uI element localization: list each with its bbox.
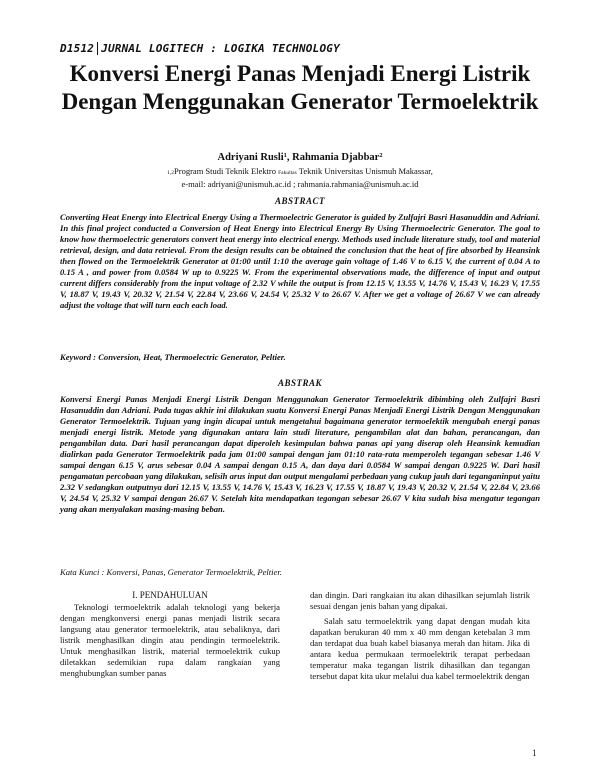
right-paragraph-2: Salah satu termoelektrik yang dapat dengan mudah kita dapatkan berukuran 40 mm x 40 mm dengan ketebalan 3 mm dan terdapat dua buah kabel biasanya merah dan hitam. Jika di antara kedua permukaan termoelektrik terapat perbedaan temperatur maka tegangan listrik dihasilkan dan tegangan tersebut dapat kita ukur melalui dua kabel termoelektrik dengan [310, 616, 530, 681]
affiliation-line1a: Program Studi Teknik Elektro [174, 166, 276, 176]
journal-name: JURNAL LOGITECH : LOGIKA TECHNOLOGY [101, 42, 340, 55]
abstract-keywords: Keyword : Conversion, Heat, Thermoelectric Generator, Peltier. [60, 352, 286, 362]
page-number: 1 [532, 748, 537, 758]
paper-title: Konversi Energi Panas Menjadi Energi Listrik Dengan Menggunakan Generator Termoelektrik [61, 61, 539, 114]
header-separator [97, 42, 98, 55]
paper-authors: Adriyani Rusli¹, Rahmania Djabbar² [217, 152, 383, 163]
right-paragraph-1: dan dingin. Dari rangkaian itu akan dihasilkan sejumlah listrik sesuai dengan jenis bahan yang dipakai. [310, 590, 530, 611]
abstrak-heading: ABSTRAK [277, 378, 323, 388]
journal-code: D1512 [60, 42, 95, 55]
abstrak-keywords: Kata Kunci : Konversi, Panas, Generator Termoelektrik, Peltier. [60, 567, 282, 577]
body-right-column [310, 590, 530, 682]
affiliation-line1b: Teknik Universitas Unismuh Makassar, [298, 166, 433, 176]
affiliation [0, 166, 600, 190]
intro-paragraph: Teknologi termoelektrik adalah teknologi yang bekerja dengan mengkonversi energi panas menjadi listrik secara langsung atau generator termoelektrik, atau sebaliknya, dari listrik menghasilkan dingin atau pendingin termoelektrik. Untuk menghasilkan listrik, material termoelektrik cukup diletakkan sedemikian rupa dalam rangkaian yang menghubungkan sumber panas [60, 602, 280, 678]
abstract-heading: ABSTRACT [274, 196, 325, 206]
affiliation-small: Fakultas [278, 170, 297, 176]
affiliation-prefix: 1,2 [167, 170, 175, 176]
abstrak-text: Konversi Energi Panas Menjadi Energi Listrik Dengan Menggunakan Generator Termoelektrik dibimbing oleh Zulfajri Basri Hasanuddin dan Adriani. Pada tugas akhir ini dilakukan suatu Konversi Energi Panas Menjadi Energi Listrik Dengan Menggunakan Generator Termoelektrik. Tujuan yang ingin dicapai untuk mengetahui bagaimana generator termoelektik mengubah energi panas menjadi energi listrik. Metode yang digunakan antara lain studi literature, pengambilan alat dan bahan, perancangan, dan pengambilan data. Dari hasil perancangan dapat diperoleh kesimpulan bahwa panas api yang diserap oleh Heansink kemudian dialirkan pada Generator Termoelektrik pada jam 01:00 sampai dengan jam 01:10 rata-rata memperoleh tegangan sebesar 1.46 V sampai dengan 6.15 V, arus sebesar 0.04 A sampai dengan 0.15 A, dan daya dari 0.0584 W sampai dengan 0.9225 W. Dari hasil pengamatan percobaan yang dilakukan, selisih arus input dan output mengalami perbedaan yang cukup jauh dari teganganinput yaitu 2.32 V sedangkan outputnya dari 12.15 V, 13.55 V, 14.76 V, 15.43 V, 16.23 V, 17.55 V, 18.87 V, 19.43 V, 20.32 V, 21.54 V, 22.84 V, 23.66 V, 24.54 V, 25.32 V sampai dengan 26.67 V. Setelah kita mendapatkan tegangan sebesar 26.67 V kita sudah bisa mengatur tegangan yang akan menyalakan masing-masing beban. [60, 394, 540, 514]
body-left-column [60, 590, 280, 679]
section-heading: I. PENDAHULUAN [132, 590, 208, 600]
journal-header [60, 42, 340, 55]
abstract-text: Converting Heat Energy into Electrical Energy Using a Thermoelectric Generator is guided by Zulfajri Basri Hasanuddin and Adriani. In this final project conducted a Conversion of Heat Energy into Electrical Energy By Using Thermoelectric Generator. The goal to know how thermoelectric generators convert heat energy into electrical energy. Methods used include literature study, tool and material retrieval, design, and data retrieval. From the design results can be obtained the conclusion that the heat of fire absorbed by Heansink then flowed on the Termoelektrik Generator at 01:00 until 1:10 the average gain voltage of 1.46 V to 6.15 V, the current of 0.04 A to 0.15 A , and power from 0.0584 W up to 0.9225 W. From the experimental observations made, the difference of input and output current differs considerably from the input voltage of 2.32 V while the output is from 12.15 V, 13.55 V, 14.76 V, 15.43 V, 16.23 V, 17.55 V, 18.87 V, 19.43 V, 20.32 V, 21.54 V, 22.84 V, 23.66 V, 24.54 V, 25.32 V to 26.67 V. After we get a voltage of 26.67 V we can already adjust the voltage that will turn each each load. [60, 212, 540, 310]
affiliation-email: e-mail: adriyani@unismuh.ac.id ; rahmania.rahmania@unismuh.ac.id [181, 179, 419, 189]
